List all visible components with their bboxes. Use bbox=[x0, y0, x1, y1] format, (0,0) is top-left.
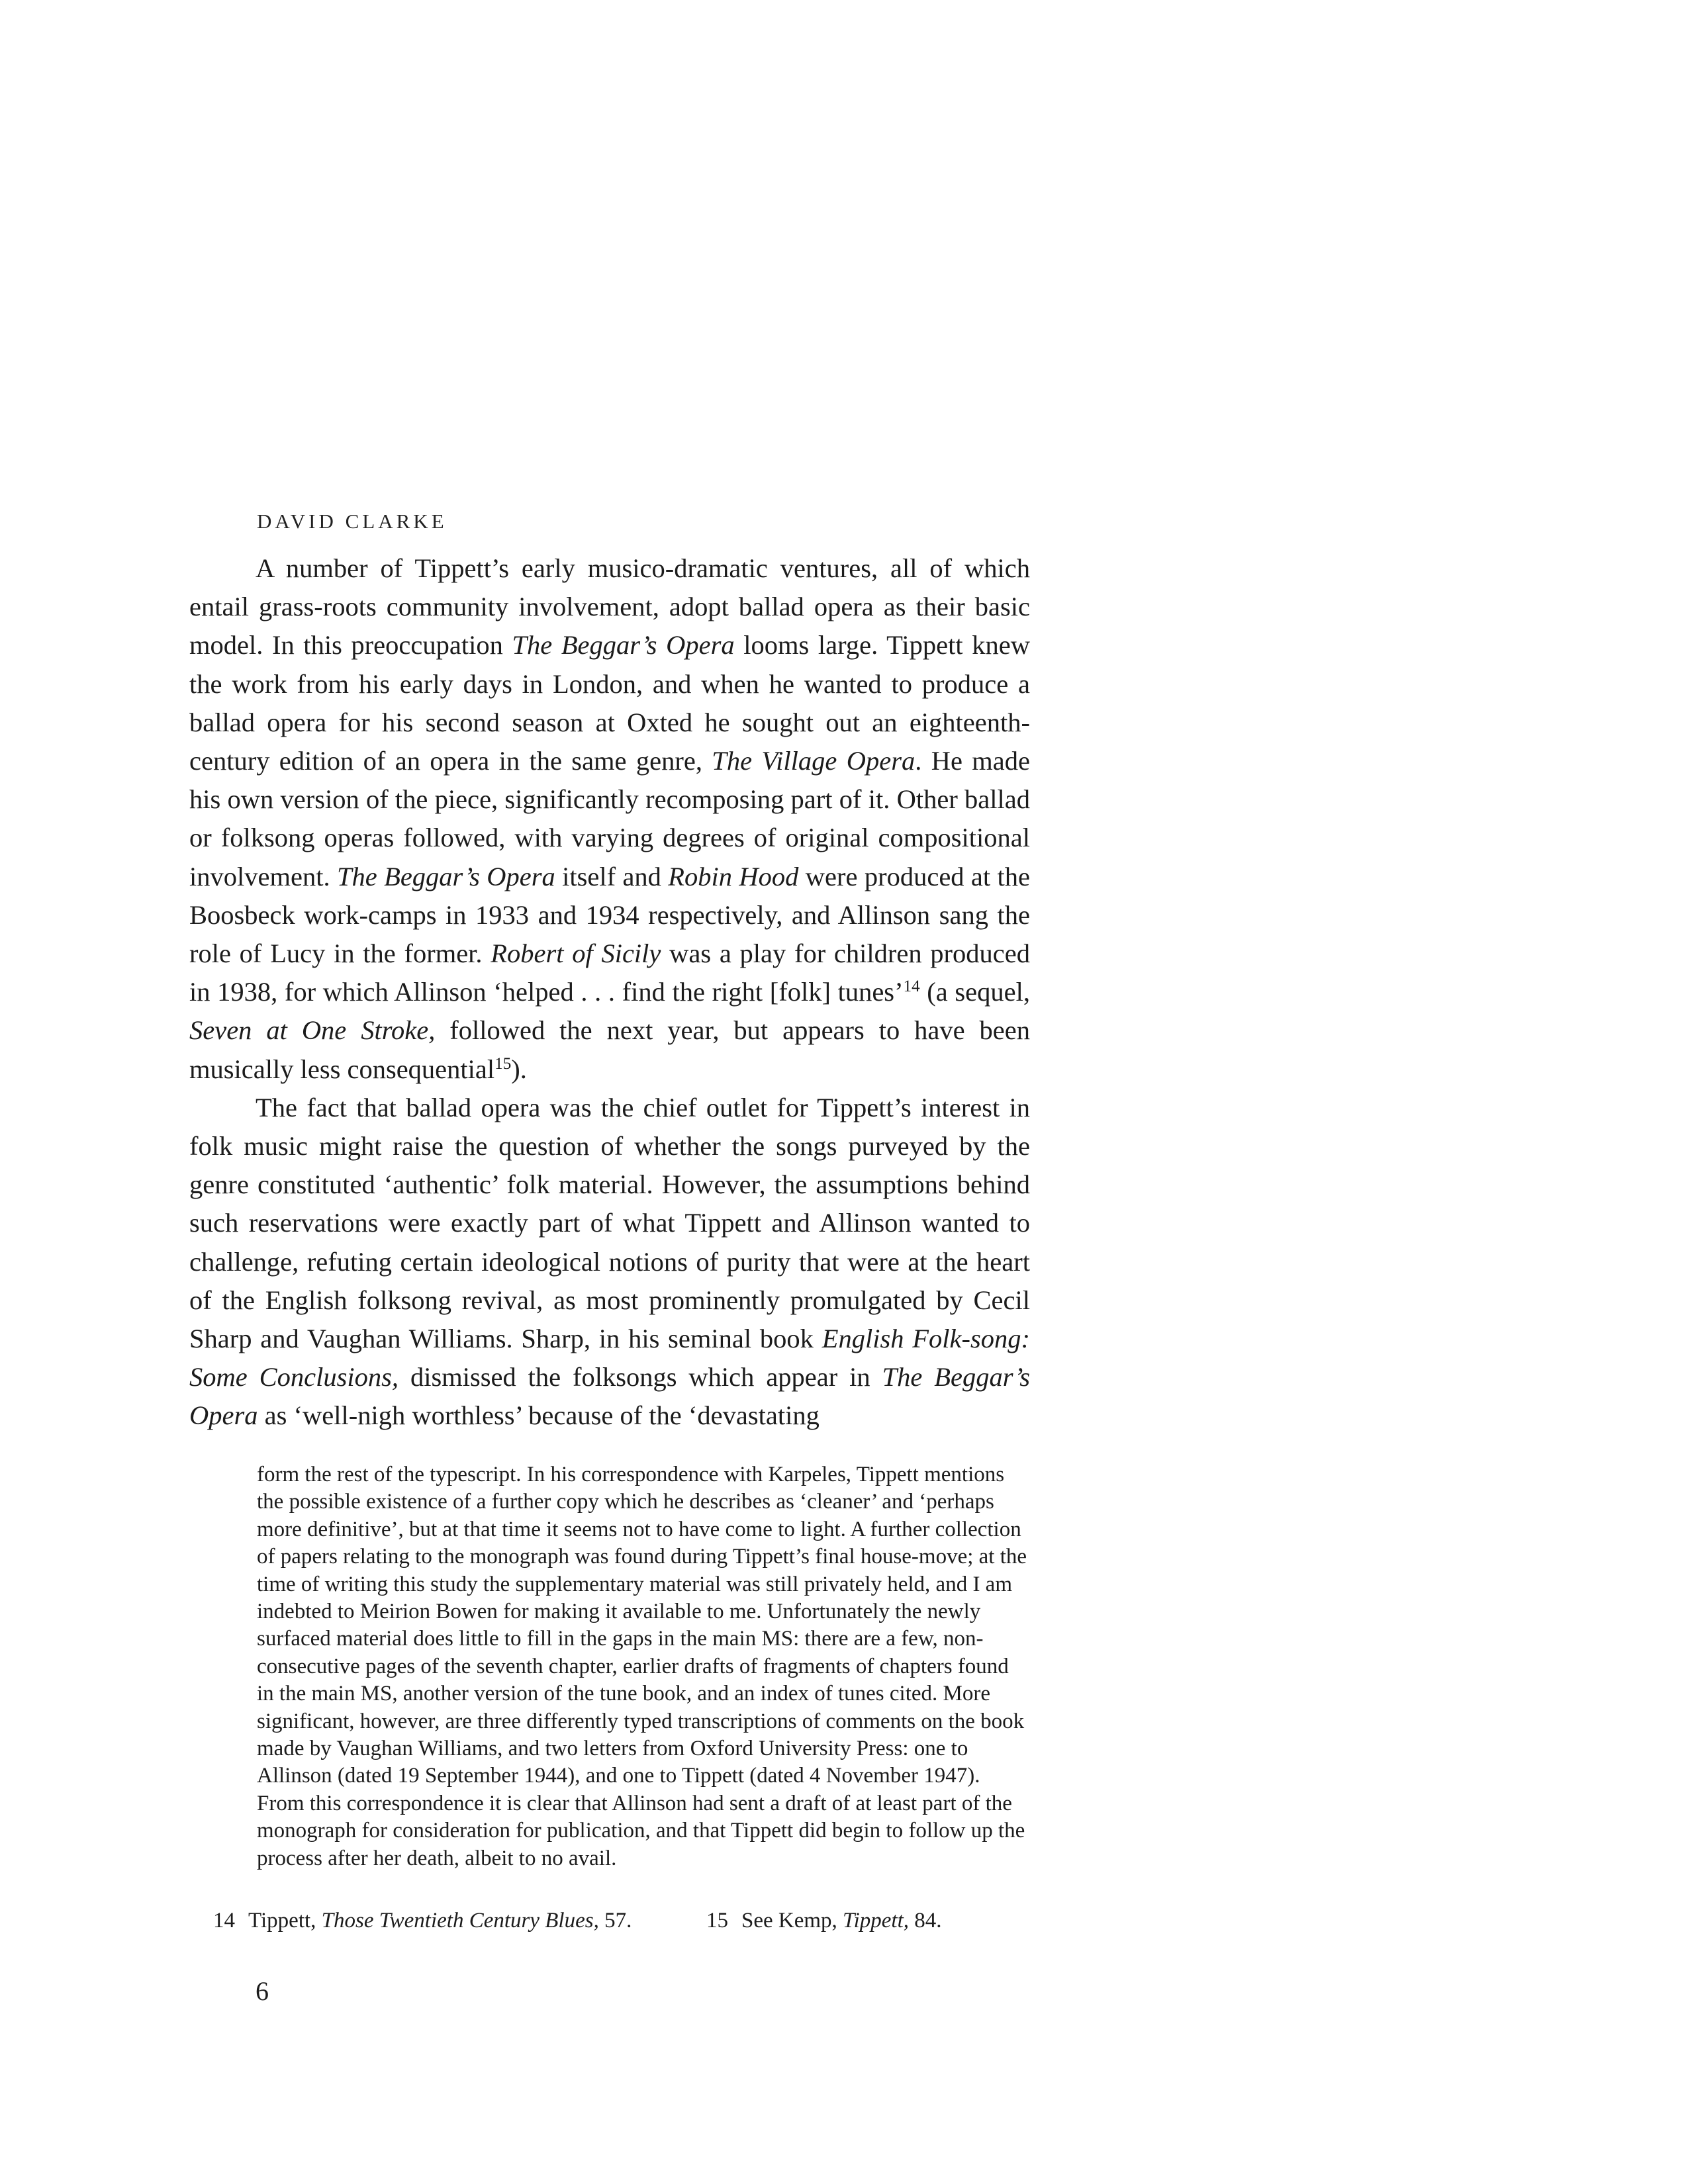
footnote-14 bbox=[213, 1907, 632, 1934]
italic-title: English Folk-song: Some Conclusions, bbox=[189, 1324, 1030, 1392]
page-number: 6 bbox=[256, 1976, 269, 2006]
text-run: were produced at the Boosbeck work-camps in 1933 and 1934 respectively, and Allinson sang the role of Lucy in the former. bbox=[189, 861, 1030, 969]
italic-title: The Beggar’s Opera bbox=[336, 861, 555, 891]
italic-title: Robert of Sicily bbox=[491, 938, 661, 969]
text-run: A number of Tippett’s early musico-dramatic ventures, all of which entail grass-roots community involvement, adopt ballad opera as their basic model. In this preoccupation bbox=[189, 553, 1030, 660]
footnote-15 bbox=[706, 1907, 941, 1934]
text-run: See Kemp, bbox=[741, 1909, 843, 1933]
text-run: . He made his own version of the piece, significantly recomposing part of it. Other ballad or folksong operas followed, with varying degrees of original compositional involvement. bbox=[189, 746, 1030, 891]
text-run: ). bbox=[511, 1054, 527, 1084]
text-run: dismissed the folksongs which appear in bbox=[399, 1362, 882, 1392]
text-run: was a play for children produced in 1938, for which Allinson ‘helped . . . find the right [folk] tunes’ bbox=[189, 938, 1030, 1007]
paragraph-1 bbox=[189, 549, 1030, 1089]
text-run: followed the next year, but appears to have been musically less consequential bbox=[189, 1015, 1030, 1084]
text-run: Tippett, bbox=[248, 1909, 322, 1933]
italic-title: Tippett, bbox=[843, 1909, 909, 1933]
footnote-ref-15: 15 bbox=[494, 1054, 512, 1073]
italic-title: The Beggar’s Opera bbox=[189, 1362, 1030, 1431]
text-run: as ‘well-nigh worthless’ because of the ‘devastating bbox=[258, 1400, 820, 1431]
italic-title: Robin Hood bbox=[668, 861, 799, 891]
footnotes bbox=[257, 1461, 1029, 1872]
footnote-continuation: form the rest of the typescript. In his correspondence with Karpeles, Tippett mentions the possible existence of a further copy which he describes as ‘cleaner’ and ‘perhaps more definitive’, but at that time it seems not to have come to light. A further collection of papers relating to the monograph was found during Tippett’s final house-move; at the time of writing this study the supplementary material was still privately held, and I am indebted to Meirion Bowen for making it available to me. Unfortunately the newly surfaced material does little to fill in the gaps in the main MS: there are a few, non-consecutive pages of the seventh chapter, earlier drafts of fragments of chapters found in the main MS, another version of the tune book, and an index of tunes cited. More significant, however, are three differently typed transcriptions of comments on the book made by Vaughan Williams, and two letters from Oxford University Press: one to Allinson (dated 19 September 1944), and one to Tippett (dated 4 November 1947). From this correspondence it is clear that Allinson had sent a draft of at least part of the monograph for consideration for publication, and that Tippett did begin to follow up the process after her death, albeit to no avail. bbox=[257, 1463, 1027, 1870]
text-run: looms large. Tippett knew the work from his early days in London, and when he wanted to produce a ballad opera for his second season at Oxted he sought out an eighteenth-century edition of an opera in the same genre, bbox=[189, 630, 1030, 776]
text-run: The fact that ballad opera was the chief outlet for Tippett’s interest in folk music might raise the question of whether the songs purveyed by the genre constituted ‘authentic’ folk material. However, the assumptions behind such reservations were exactly part of what Tippett and Allinson wanted to challenge, refuting certain ideological notions of purity that were at the heart of the English folksong revival, as most prominently promulgated by Cecil Sharp and Vaughan Williams. Sharp, in his seminal book bbox=[189, 1092, 1030, 1354]
italic-title: Seven at One Stroke, bbox=[189, 1015, 436, 1046]
italic-title: The Beggar’s Opera bbox=[512, 630, 735, 660]
text-run: 57. bbox=[598, 1909, 632, 1933]
paragraph-2 bbox=[189, 1089, 1030, 1435]
italic-title: The Village Opera bbox=[712, 746, 915, 776]
text-run: (a sequel, bbox=[919, 977, 1030, 1007]
main-text bbox=[189, 549, 1030, 1435]
text-run: itself and bbox=[555, 861, 669, 891]
footnote-number: 14 bbox=[213, 1909, 235, 1933]
italic-title: Those Twentieth Century Blues, bbox=[321, 1909, 599, 1933]
footnote-ref-14: 14 bbox=[903, 978, 920, 996]
footnote-number: 15 bbox=[706, 1909, 728, 1933]
text-run: 84. bbox=[908, 1909, 942, 1933]
running-head-author: DAVID CLARKE bbox=[257, 510, 447, 533]
